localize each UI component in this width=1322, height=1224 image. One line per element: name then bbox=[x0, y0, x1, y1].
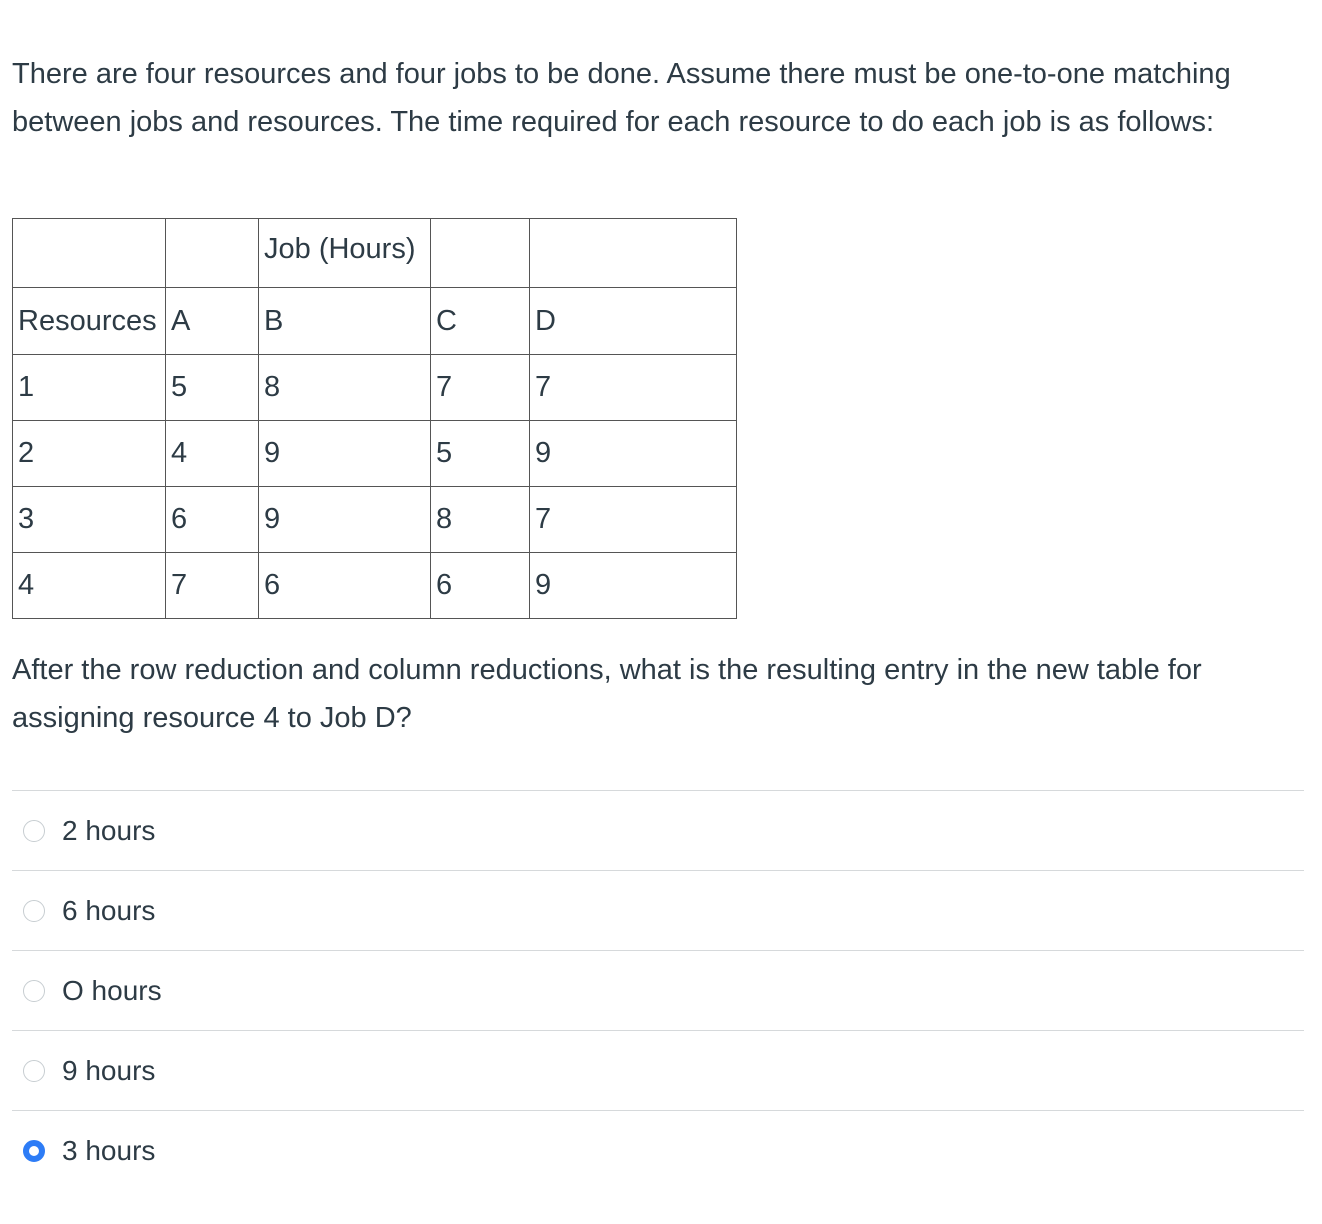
answer-list bbox=[12, 790, 1304, 1190]
answer-option[interactable] bbox=[12, 870, 1304, 950]
table-cell: 1 bbox=[13, 355, 166, 421]
table-header-job-d: D bbox=[530, 288, 737, 355]
table-cell: 7 bbox=[530, 355, 737, 421]
table-cell: 2 bbox=[13, 421, 166, 487]
table-cell: 5 bbox=[431, 421, 530, 487]
answer-label[interactable]: O hours bbox=[62, 974, 162, 1006]
table-cell: 6 bbox=[431, 553, 530, 619]
table-cell: 7 bbox=[166, 553, 259, 619]
radio-button[interactable] bbox=[23, 1060, 45, 1082]
table-cell bbox=[13, 219, 166, 288]
question-intro: There are four resources and four jobs to be done. Assume there must be one-to-one matching between jobs and resources. The time required for each resource to do each job is as follows: bbox=[12, 58, 1231, 138]
answer-label[interactable]: 6 hours bbox=[62, 894, 156, 926]
table-header-row bbox=[13, 219, 737, 288]
table-cell: 9 bbox=[259, 421, 431, 487]
table-row bbox=[13, 421, 737, 487]
table-cell: 4 bbox=[166, 421, 259, 487]
table-row bbox=[13, 553, 737, 619]
answer-option[interactable] bbox=[12, 1030, 1304, 1110]
job-hours-table bbox=[12, 218, 737, 619]
radio-button[interactable] bbox=[23, 900, 45, 922]
table-cell: 9 bbox=[259, 487, 431, 553]
radio-button-selected[interactable] bbox=[23, 1140, 45, 1162]
answer-label[interactable]: 2 hours bbox=[62, 814, 156, 846]
table-cell bbox=[166, 219, 259, 288]
table-header-job-b: B bbox=[259, 288, 431, 355]
table-header-job-c: C bbox=[431, 288, 530, 355]
table-header-job-hours: Job (Hours) bbox=[259, 219, 431, 288]
table-cell bbox=[530, 219, 737, 288]
question-prompt: After the row reduction and column reductions, what is the resulting entry in the new table for assigning resource 4 to Job D? bbox=[12, 654, 1202, 734]
table-cell: 6 bbox=[166, 487, 259, 553]
radio-button[interactable] bbox=[23, 980, 45, 1002]
table-header-resources: Resources bbox=[13, 288, 166, 355]
table-cell: 7 bbox=[431, 355, 530, 421]
table-column-row bbox=[13, 288, 737, 355]
table-cell: 6 bbox=[259, 553, 431, 619]
table-cell: 8 bbox=[431, 487, 530, 553]
table-cell: 5 bbox=[166, 355, 259, 421]
table-row bbox=[13, 487, 737, 553]
table-cell bbox=[431, 219, 530, 288]
table-cell: 9 bbox=[530, 553, 737, 619]
table-cell: 8 bbox=[259, 355, 431, 421]
answer-label[interactable]: 3 hours bbox=[62, 1134, 156, 1166]
radio-button[interactable] bbox=[23, 820, 45, 842]
answer-option[interactable] bbox=[12, 950, 1304, 1030]
table-cell: 9 bbox=[530, 421, 737, 487]
table-cell: 7 bbox=[530, 487, 737, 553]
table-header-job-a: A bbox=[166, 288, 259, 355]
answer-option-selected[interactable] bbox=[12, 1110, 1304, 1190]
table-row bbox=[13, 355, 737, 421]
answer-option[interactable] bbox=[12, 790, 1304, 870]
table-cell: 4 bbox=[13, 553, 166, 619]
answer-label[interactable]: 9 hours bbox=[62, 1054, 156, 1086]
table-cell: 3 bbox=[13, 487, 166, 553]
